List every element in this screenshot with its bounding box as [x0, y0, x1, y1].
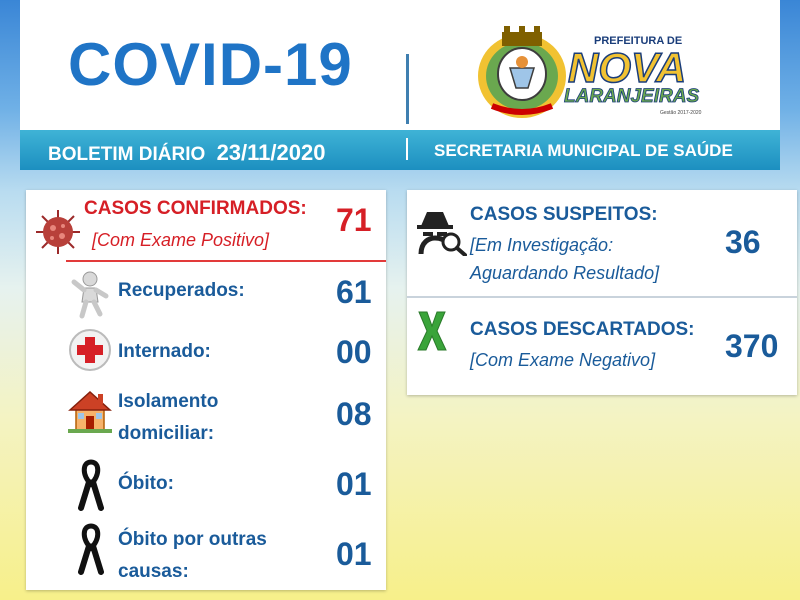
page-title: COVID-19	[68, 31, 353, 98]
death-other-causes-label-line2: causas:	[118, 561, 189, 582]
mourning-ribbon-icon	[78, 458, 104, 512]
person-icon	[70, 270, 110, 320]
logo-name-line2: LARANJEIRAS	[564, 86, 700, 107]
death-other-causes-label	[118, 524, 267, 588]
confirmed-value: 71	[336, 202, 372, 238]
band-divider	[406, 138, 408, 160]
home-isolation-label-line1: Isolamento	[118, 391, 219, 412]
house-icon	[66, 386, 114, 434]
detective-icon	[415, 208, 467, 256]
bulletin-band	[20, 130, 780, 170]
home-isolation-value: 08	[336, 396, 372, 432]
death-other-causes-value: 01	[336, 536, 372, 572]
death-value: 01	[336, 466, 372, 502]
x-icon	[415, 310, 449, 352]
bulletin-label: BOLETIM DIÁRIO	[48, 144, 206, 165]
hospitalized-value: 00	[336, 334, 372, 370]
medical-cross-icon	[68, 328, 112, 372]
home-isolation-label-line2: domiciliar:	[118, 423, 215, 444]
recovered-label: Recuperados:	[118, 280, 245, 301]
logo-term: Gestão 2017-2020	[660, 110, 702, 116]
bulletin-label-group	[48, 140, 325, 166]
logo-prefix: PREFEITURA DE	[594, 35, 683, 47]
bulletin-date: 23/11/2020	[216, 140, 326, 165]
header-divider	[406, 54, 409, 124]
mourning-ribbon-icon	[78, 522, 104, 576]
confirmed-sublabel: [Com Exame Positivo]	[92, 230, 270, 250]
discarded-label: CASOS DESCARTADOS:	[470, 319, 695, 340]
suspected-sublabel-line1: [Em Investigação:	[470, 235, 614, 255]
death-other-causes-label-line1: Óbito por outras	[118, 529, 267, 550]
department-name: SECRETARIA MUNICIPAL DE SAÚDE	[434, 141, 733, 160]
suspected-label: CASOS SUSPEITOS:	[470, 204, 658, 225]
city-logo	[470, 18, 710, 122]
suspected-sublabel-line2: Aguardando Resultado]	[470, 263, 660, 283]
discarded-sublabel: [Com Exame Negativo]	[470, 350, 656, 370]
header-panel	[20, 0, 780, 130]
recovered-value: 61	[336, 274, 372, 310]
home-isolation-label	[118, 386, 218, 450]
suspected-value: 36	[725, 224, 761, 260]
discarded-value: 370	[725, 328, 779, 364]
confirmed-divider	[66, 260, 386, 262]
confirmed-label: CASOS CONFIRMADOS:	[84, 198, 307, 219]
right-card-divider	[407, 296, 797, 298]
suspected-discarded-card	[407, 190, 797, 395]
death-label: Óbito:	[118, 473, 174, 494]
logo-name-line1: NOVA	[568, 44, 687, 91]
confirmed-cases-card	[26, 190, 386, 590]
virus-icon	[34, 208, 82, 256]
hospitalized-label: Internado:	[118, 341, 211, 362]
